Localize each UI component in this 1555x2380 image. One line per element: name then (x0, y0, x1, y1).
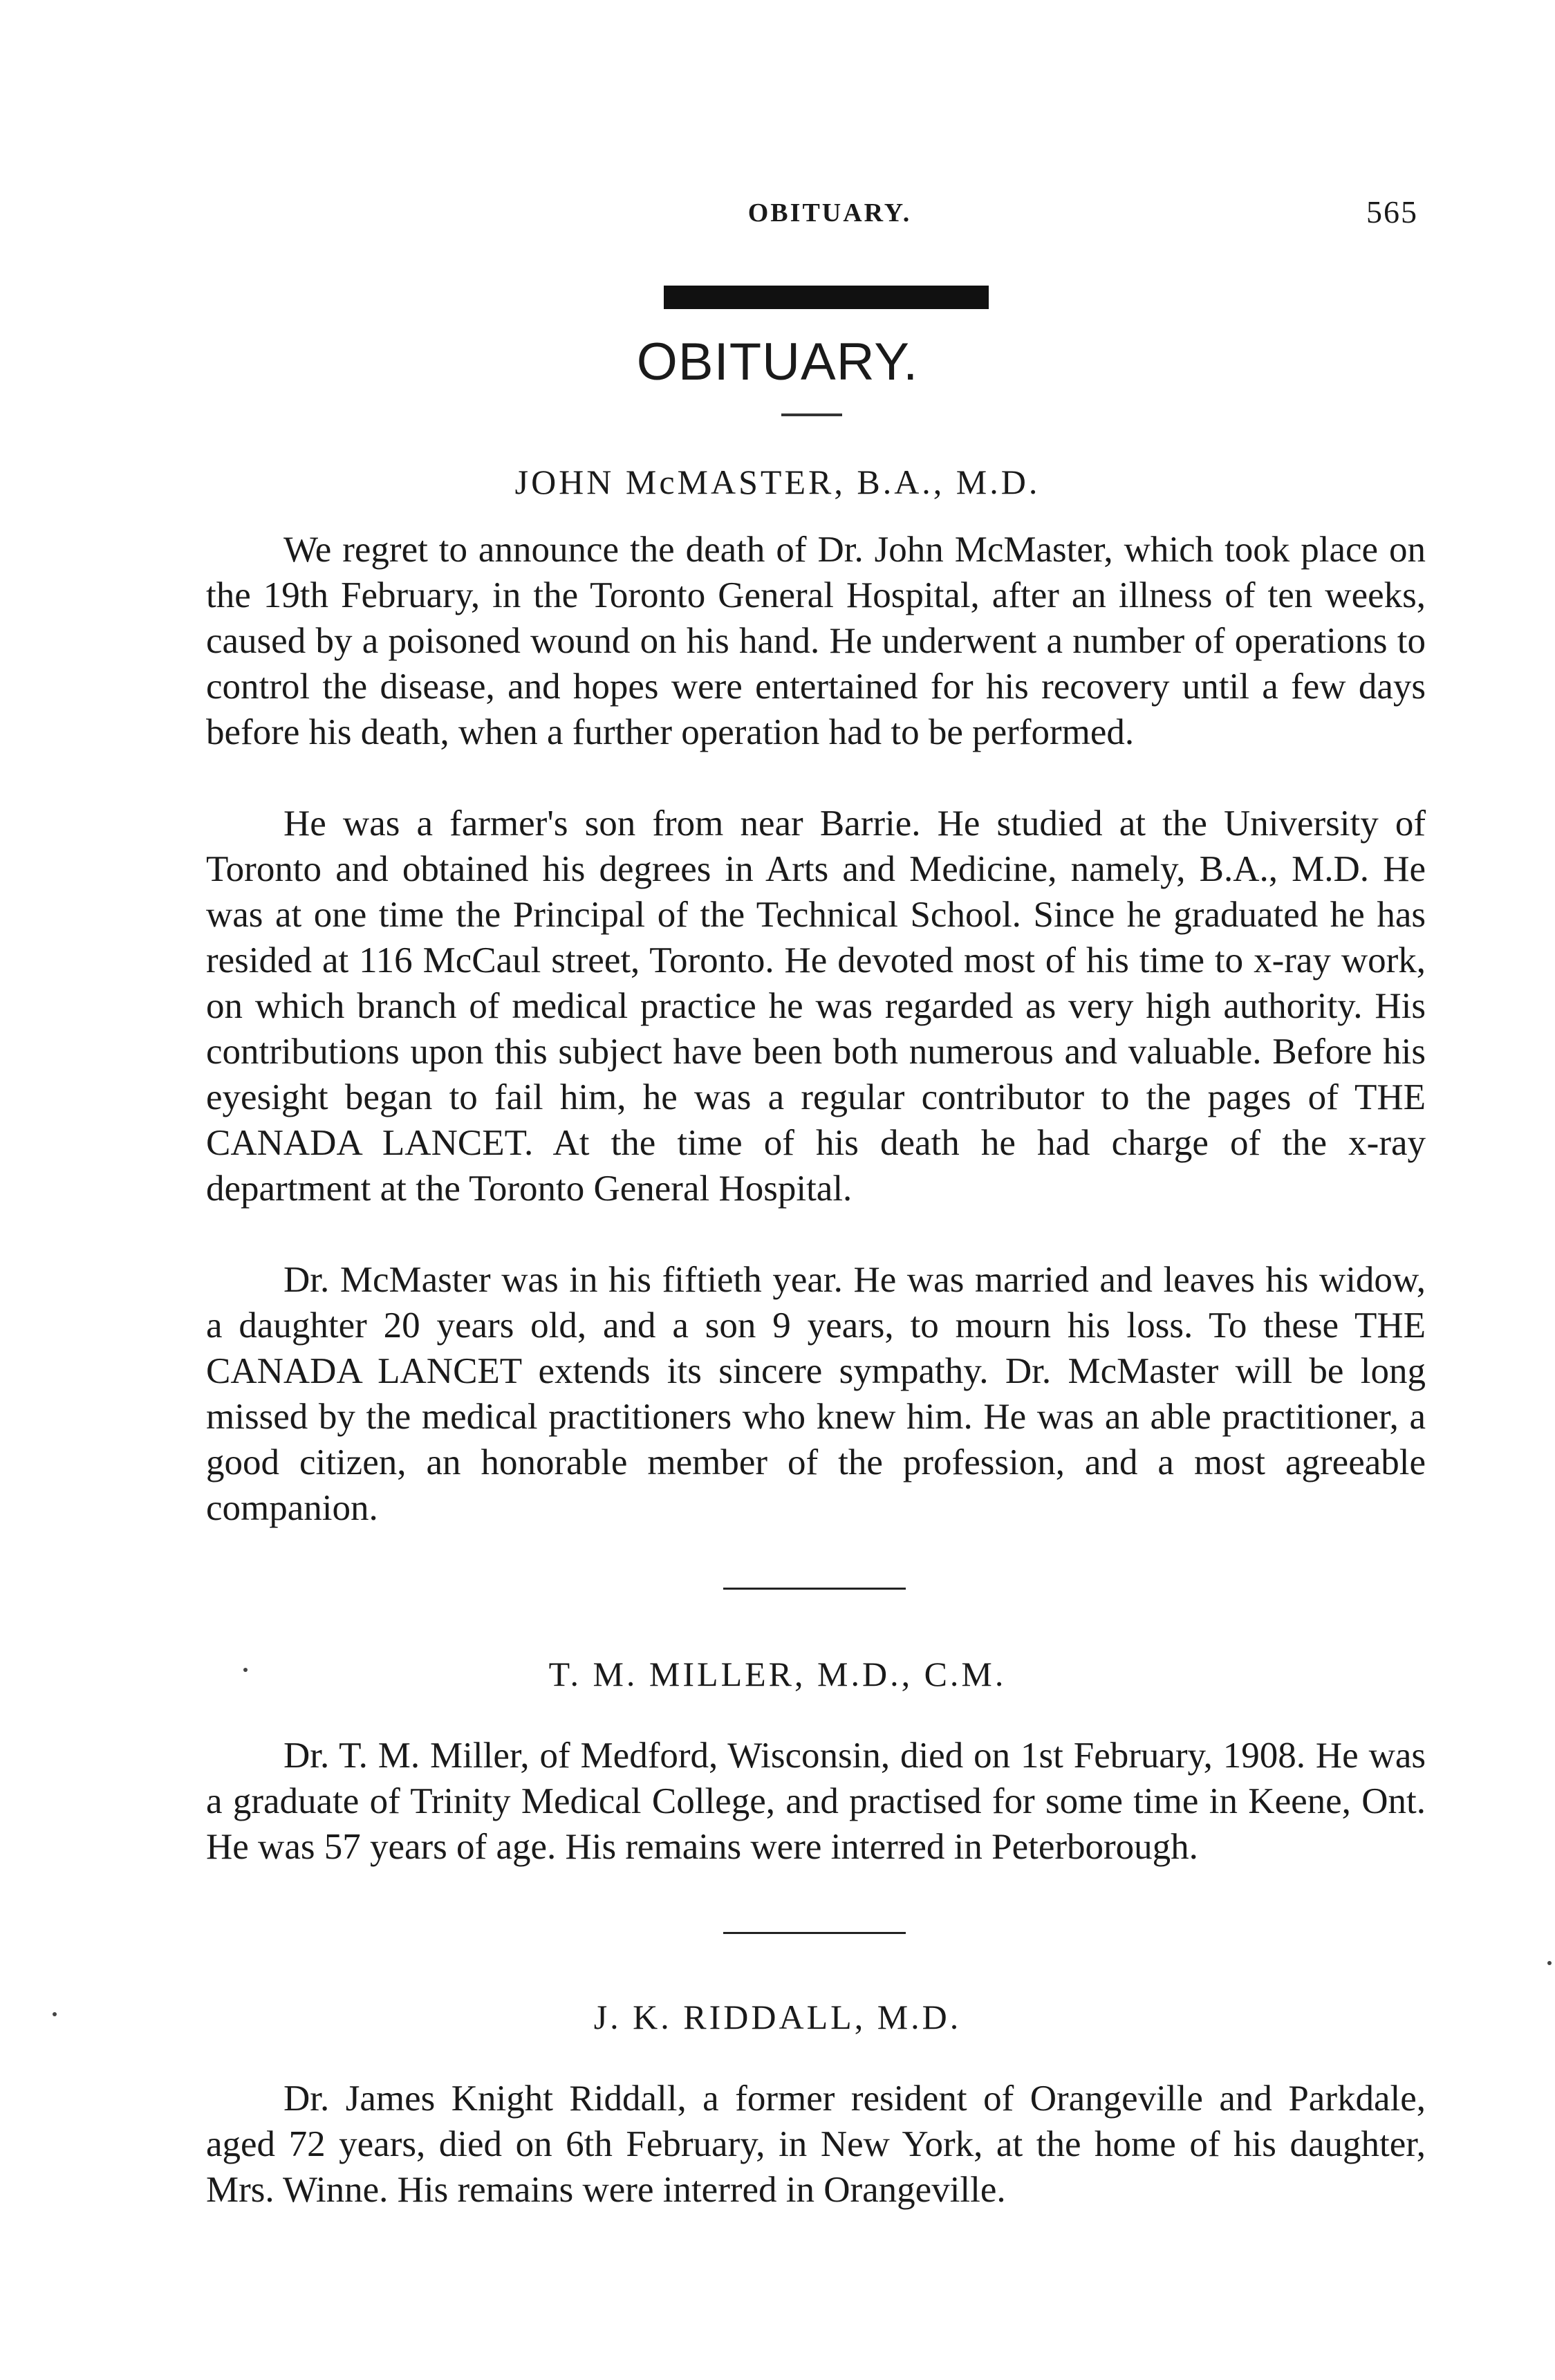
print-speck (243, 1668, 248, 1672)
section-divider-1 (723, 1588, 906, 1590)
paragraph-mcmaster-3: Dr. McMaster was in his fiftieth year. He was married and leaves his widow, a daughter 20 years old, and a son 9 years, to mourn his loss. To these THE CANADA LANCET extends its sincere sympathy. Dr. McMaster will be long missed by the medical practitioners who knew him. He was an able practitioner, a good citizen, an honorable member of the profession, and a most agreeable companion. (206, 1260, 1426, 1528)
page-title: OBITUARY. (636, 333, 919, 391)
ornament-bar (664, 286, 989, 309)
section-divider-2 (723, 1932, 906, 1934)
title-rule (781, 413, 842, 416)
running-head: OBITUARY. (747, 198, 912, 227)
paragraph-mcmaster-2: He was a farmer's son from near Barrie. He studied at the University of Toronto and obtained his degrees in Arts and Medicine, namely, B.A., M.D. He was at one time the Principal of the Technical School. Since he graduated he has resided at 116 McCaul street, Toronto. He devoted most of his time to x-ray work, on which branch of medical practice he was regarded as very high authority. His contributions upon this subject have been both numerous and valuable. Before his eyesight began to fail him, he was a regular contributor to the pages of THE CANADA LANCET. At the time of his death he had charge of the x-ray department at the Toronto General Hospital. (206, 803, 1426, 1209)
print-speck (53, 2012, 57, 2016)
entry-heading-mcmaster: JOHN McMASTER, B.A., M.D. (514, 463, 1041, 501)
entry-heading-riddall: J. K. RIDDALL, M.D. (593, 1998, 962, 2036)
paragraph-riddall-1: Dr. James Knight Riddall, a former resident of Orangeville and Parkdale, aged 72 years, died on 6th February, in New York, at the home of his daughter, Mrs. Winne. His remains were interred in Orangeville. (206, 2079, 1426, 2210)
paragraph-mcmaster-1: We regret to announce the death of Dr. John McMaster, which took place on the 19th February, in the Toronto General Hospital, after an illness of ten weeks, caused by a poisoned wound on his hand. He underwent a number of operations to control the disease, and hopes were entertained for his recovery until a few days before his death, when a further operation had to be performed. (206, 530, 1426, 752)
paragraph-miller-1: Dr. T. M. Miller, of Medford, Wisconsin, died on 1st February, 1908. He was a graduate of Trinity Medical College, and practised for some time in Keene, Ont. He was 57 years of age. His remains were interred in Peterborough. (206, 1736, 1426, 1867)
entry-heading-miller: T. M. MILLER, M.D., C.M. (548, 1655, 1007, 1693)
print-speck (1547, 1961, 1552, 1965)
page-number: 565 (1366, 194, 1418, 230)
